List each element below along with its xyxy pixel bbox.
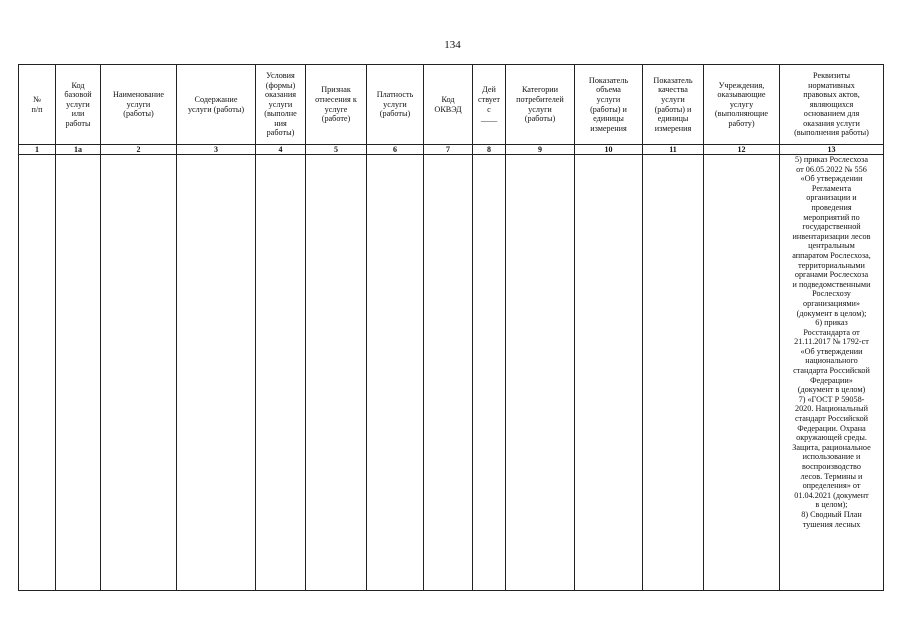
body-cell	[506, 155, 575, 591]
legal-act-line: 8) Сводный План	[801, 509, 862, 519]
header-line: Условия	[266, 70, 295, 80]
page-number: 134	[444, 39, 461, 51]
legal-act-line: мероприятий по	[803, 212, 860, 222]
column-number: 5	[306, 145, 367, 155]
header-line: услуги (работы)	[187, 104, 245, 114]
header-line: Учреждения,	[718, 80, 765, 90]
legal-act-line: воспроизводство	[802, 462, 861, 471]
header-line: услуги	[383, 99, 407, 109]
body-cell	[177, 155, 256, 591]
header-line: (выполне	[264, 109, 297, 119]
header-line: Содержание	[194, 94, 238, 104]
header-line: (работы) и	[654, 104, 692, 114]
header-line: работы	[65, 118, 91, 128]
column-number: 1а	[56, 145, 101, 155]
header-cell	[306, 65, 367, 145]
header-line: оказывающие	[717, 90, 766, 100]
header-line: или	[71, 109, 85, 119]
legal-act-line: 2020. Национальный	[794, 404, 869, 414]
column-number: 10	[575, 145, 643, 155]
legal-act-line: «Об утверждении	[800, 174, 863, 184]
legal-act-line: «Об утверждении	[800, 346, 863, 356]
header-line: отнесения к	[315, 94, 357, 104]
header-cell	[367, 65, 424, 145]
legal-act-line: органами Рослесхоза	[794, 270, 869, 280]
legal-act-line: 5) приказ Рослесхоза	[795, 155, 868, 164]
legal-act-line: проведения	[811, 202, 852, 212]
body-cell	[473, 155, 506, 591]
body-cell	[704, 155, 780, 591]
header-cell	[473, 65, 506, 145]
header-line: услуге	[324, 104, 348, 114]
header-line: (работы) и	[590, 104, 627, 114]
legal-act-line: национального	[805, 356, 858, 366]
header-line: Признак	[321, 85, 351, 95]
header-line: ____	[480, 114, 498, 124]
header-line: Код	[71, 80, 85, 90]
legal-act-line: 01.04.2021 (документ	[794, 490, 869, 500]
header-line: ния	[274, 118, 287, 128]
column-number: 4	[256, 145, 306, 155]
header-line: (работы)	[123, 109, 154, 119]
column-number: 9	[506, 145, 575, 155]
header-line: потребителей	[516, 94, 564, 104]
legal-act-line: организации и	[806, 193, 857, 203]
header-line: услуги	[66, 99, 90, 109]
header-line: базовой	[64, 90, 92, 100]
header-line: единицы	[657, 114, 689, 124]
column-number: 13	[780, 145, 884, 155]
header-cell	[506, 65, 575, 145]
header-line: Реквизиты	[813, 70, 850, 80]
header-cell	[101, 65, 177, 145]
legal-act-line: использование и	[802, 452, 861, 462]
body-cell	[19, 155, 56, 591]
header-line: п/п	[31, 104, 43, 114]
body-cell	[56, 155, 101, 591]
header-line: оказания	[265, 90, 296, 100]
legal-act-line: Федерации. Охрана	[797, 423, 866, 433]
legal-act-line: лесов. Термины и	[800, 471, 863, 481]
legal-act-line: центральным	[808, 241, 855, 251]
header-line: ОКВЭД	[434, 104, 462, 114]
column-number: 7	[424, 145, 473, 155]
header-cell	[56, 65, 101, 145]
header-line: измерения	[590, 123, 627, 133]
header-row	[19, 65, 884, 145]
legal-acts-cell	[780, 155, 884, 591]
header-cell	[256, 65, 306, 145]
legal-act-line: 21.11.2017 № 1792-ст	[794, 337, 869, 347]
legal-act-line: Росстандарта от	[803, 327, 860, 337]
header-line: (выполнения работы)	[794, 128, 869, 138]
body-cell	[306, 155, 367, 591]
body-cell	[101, 155, 177, 591]
legal-act-line: Регламента	[811, 183, 852, 193]
header-line: с	[487, 104, 491, 114]
column-number: 2	[101, 145, 177, 155]
header-line: (формы)	[265, 80, 296, 90]
legal-act-line: (документ в целом);	[796, 308, 867, 318]
header-line: работу)	[728, 118, 755, 128]
header-line: являющихся	[809, 99, 854, 109]
header-cell	[704, 65, 780, 145]
header-line: Дей	[482, 85, 496, 95]
legal-act-line: стандарта Российской	[793, 366, 870, 376]
body-cell	[424, 155, 473, 591]
header-line: услуги	[268, 99, 293, 109]
legal-act-line: территориальными	[798, 260, 865, 270]
header-line: нормативных	[808, 80, 855, 90]
header-line: Наименование	[112, 90, 164, 100]
header-line: единицы	[593, 114, 624, 124]
header-line: объема	[596, 85, 621, 95]
legal-act-line: в целом);	[815, 500, 848, 510]
header-line: Платность	[376, 90, 414, 100]
header-line: (работе)	[321, 114, 351, 124]
legal-act-line: от 06.05.2022 № 556	[796, 164, 867, 174]
header-line: измерения	[654, 123, 692, 133]
header-line: Показатель	[588, 75, 629, 85]
table-row	[19, 155, 884, 591]
services-register-table	[18, 64, 884, 591]
header-line: Показатель	[653, 75, 693, 85]
header-line: правовых актов,	[803, 90, 860, 100]
header-line: услуги	[126, 99, 151, 109]
header-cell	[177, 65, 256, 145]
column-number: 3	[177, 145, 256, 155]
header-line: услуги	[661, 94, 685, 104]
header-cell	[575, 65, 643, 145]
legal-act-line: и подведомственными	[792, 279, 871, 289]
legal-act-line: стандарт Российской	[794, 414, 869, 424]
header-line: (выполняющие	[714, 109, 769, 119]
legal-act-line: Защита, рациональное	[792, 442, 871, 452]
header-line: (работы)	[524, 114, 556, 124]
header-cell	[19, 65, 56, 145]
legal-act-line: окружающей среды.	[796, 433, 867, 443]
legal-act-line: организациями»	[803, 298, 860, 308]
legal-act-line: аппаратом Рослесхоза,	[792, 250, 871, 260]
header-cell	[424, 65, 473, 145]
header-line: Код	[441, 94, 455, 104]
legal-act-line: тушения лесных	[802, 519, 861, 529]
legal-act-line: государственной	[802, 222, 861, 232]
legal-act-line: Рослесхозу	[812, 289, 851, 299]
header-line: ствует	[478, 94, 500, 104]
body-cell	[256, 155, 306, 591]
header-line: услуги	[528, 104, 552, 114]
column-number: 12	[704, 145, 780, 155]
column-number-row	[19, 145, 884, 155]
header-line: работы)	[266, 128, 295, 138]
header-line: качества	[658, 85, 688, 95]
header-line: №	[33, 94, 41, 104]
column-number: 8	[473, 145, 506, 155]
column-number: 6	[367, 145, 424, 155]
header-cell	[643, 65, 704, 145]
header-line: основанием для	[803, 109, 860, 119]
column-number: 1	[19, 145, 56, 155]
body-cell	[367, 155, 424, 591]
legal-act-line: (документ в целом)	[797, 385, 866, 395]
header-line: оказания услуги	[803, 118, 860, 128]
body-cell	[643, 155, 704, 591]
legal-act-line: 7) «ГОСТ Р 59058-	[798, 394, 865, 404]
header-line: (работы)	[379, 109, 411, 119]
legal-act-line: инвентаризации лесов	[792, 231, 871, 241]
column-number: 11	[643, 145, 704, 155]
header-line: Категории	[521, 85, 559, 95]
header-line: услуги	[596, 94, 621, 104]
legal-act-line: определения» от	[802, 481, 861, 491]
header-cell	[780, 65, 884, 145]
header-line: услугу	[729, 99, 754, 109]
legal-act-line: Федерации»	[810, 375, 853, 385]
body-cell	[575, 155, 643, 591]
legal-act-line: 6) приказ	[815, 318, 848, 328]
